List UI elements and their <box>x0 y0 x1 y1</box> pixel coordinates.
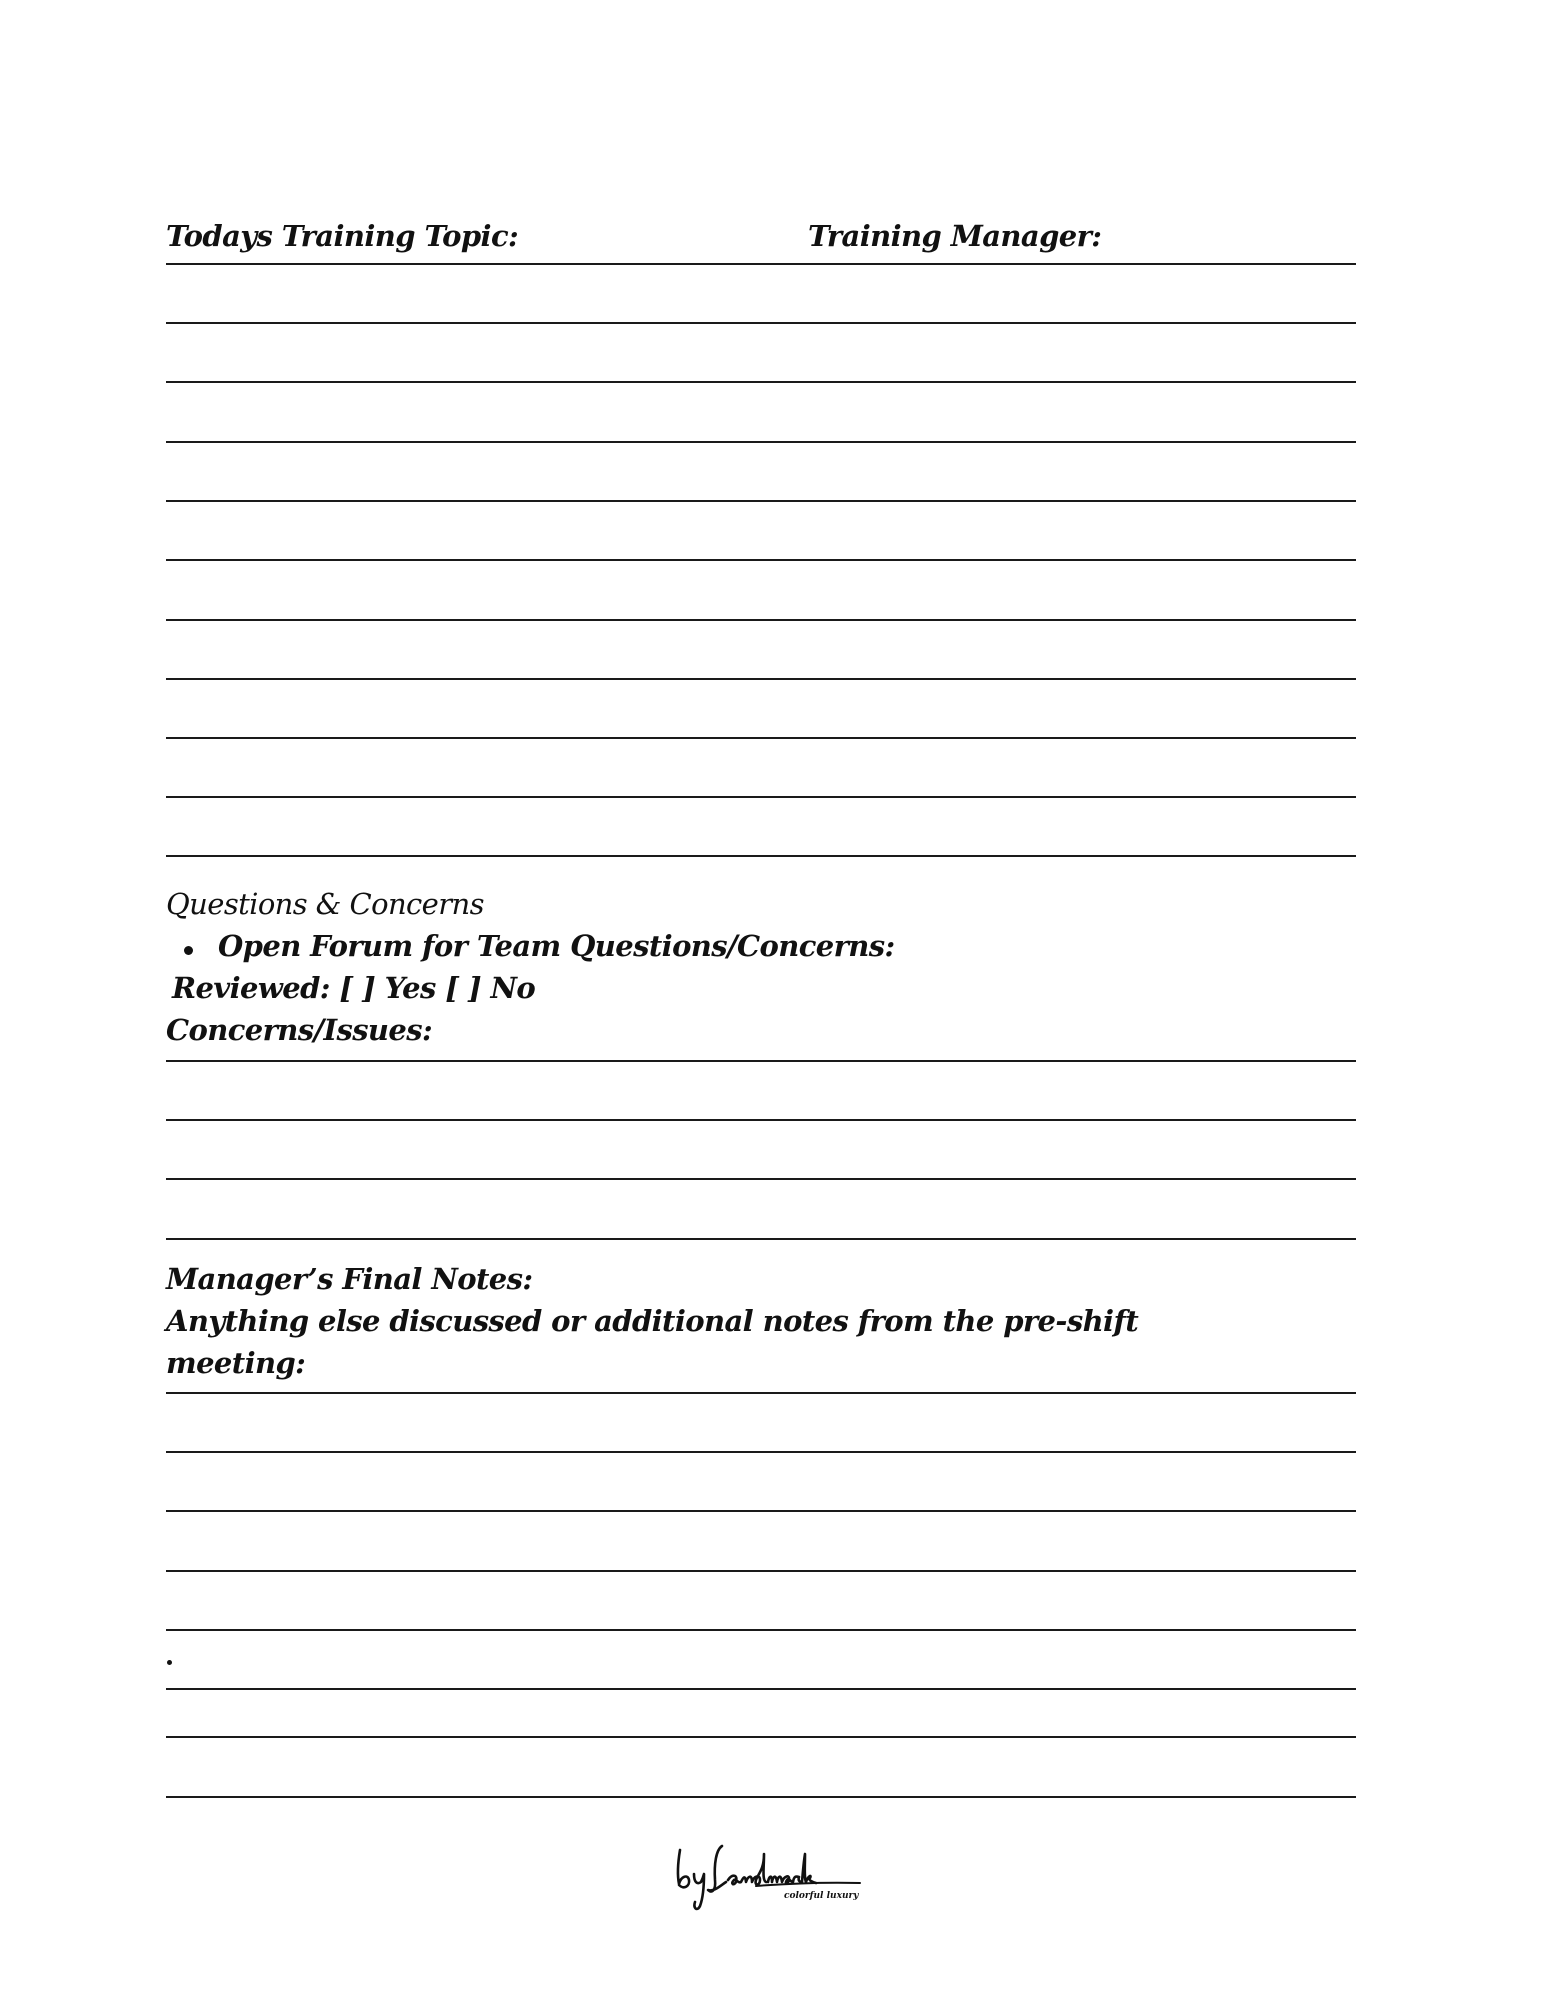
training-topic-label: Todays Training Topic: <box>166 219 519 253</box>
concerns-line[interactable] <box>166 1119 1356 1121</box>
final-notes-prompt-line1: Anything else discussed or additional notes from the pre-shift <box>166 1304 1139 1338</box>
topic-line[interactable] <box>166 855 1356 857</box>
topic-line[interactable] <box>166 381 1356 383</box>
notes-line[interactable] <box>166 1510 1356 1512</box>
questions-heading: Questions & Concerns <box>166 887 484 921</box>
notes-line[interactable] <box>166 1570 1356 1572</box>
notes-line[interactable] <box>166 1629 1356 1631</box>
open-forum-item: Open Forum for Team Questions/Concerns: <box>218 929 895 963</box>
topic-line[interactable] <box>166 678 1356 680</box>
stray-dot-mark <box>167 1660 172 1665</box>
concerns-line[interactable] <box>166 1060 1356 1062</box>
topic-line[interactable] <box>166 441 1356 443</box>
notes-line[interactable] <box>166 1736 1356 1738</box>
landmark-logo <box>672 1840 872 1920</box>
topic-line[interactable] <box>166 263 1356 265</box>
concerns-line[interactable] <box>166 1178 1356 1180</box>
final-notes-prompt-line2: meeting: <box>166 1346 306 1380</box>
notes-line[interactable] <box>166 1392 1356 1394</box>
svg-text:colorful luxury: colorful luxury <box>784 1891 859 1901</box>
topic-line[interactable] <box>166 322 1356 324</box>
topic-line[interactable] <box>166 619 1356 621</box>
topic-line[interactable] <box>166 500 1356 502</box>
notes-line[interactable] <box>166 1688 1356 1690</box>
bullet-icon <box>184 946 193 955</box>
training-manager-label: Training Manager: <box>808 219 1102 253</box>
notes-line[interactable] <box>166 1451 1356 1453</box>
final-notes-heading: Manager’s Final Notes: <box>166 1262 533 1296</box>
topic-line[interactable] <box>166 796 1356 798</box>
concerns-issues-label: Concerns/Issues: <box>166 1013 433 1047</box>
concerns-line[interactable] <box>166 1238 1356 1240</box>
topic-line[interactable] <box>166 737 1356 739</box>
notes-line[interactable] <box>166 1796 1356 1798</box>
reviewed-checkboxes[interactable]: Reviewed: [ ] Yes [ ] No <box>172 971 536 1005</box>
topic-line[interactable] <box>166 559 1356 561</box>
